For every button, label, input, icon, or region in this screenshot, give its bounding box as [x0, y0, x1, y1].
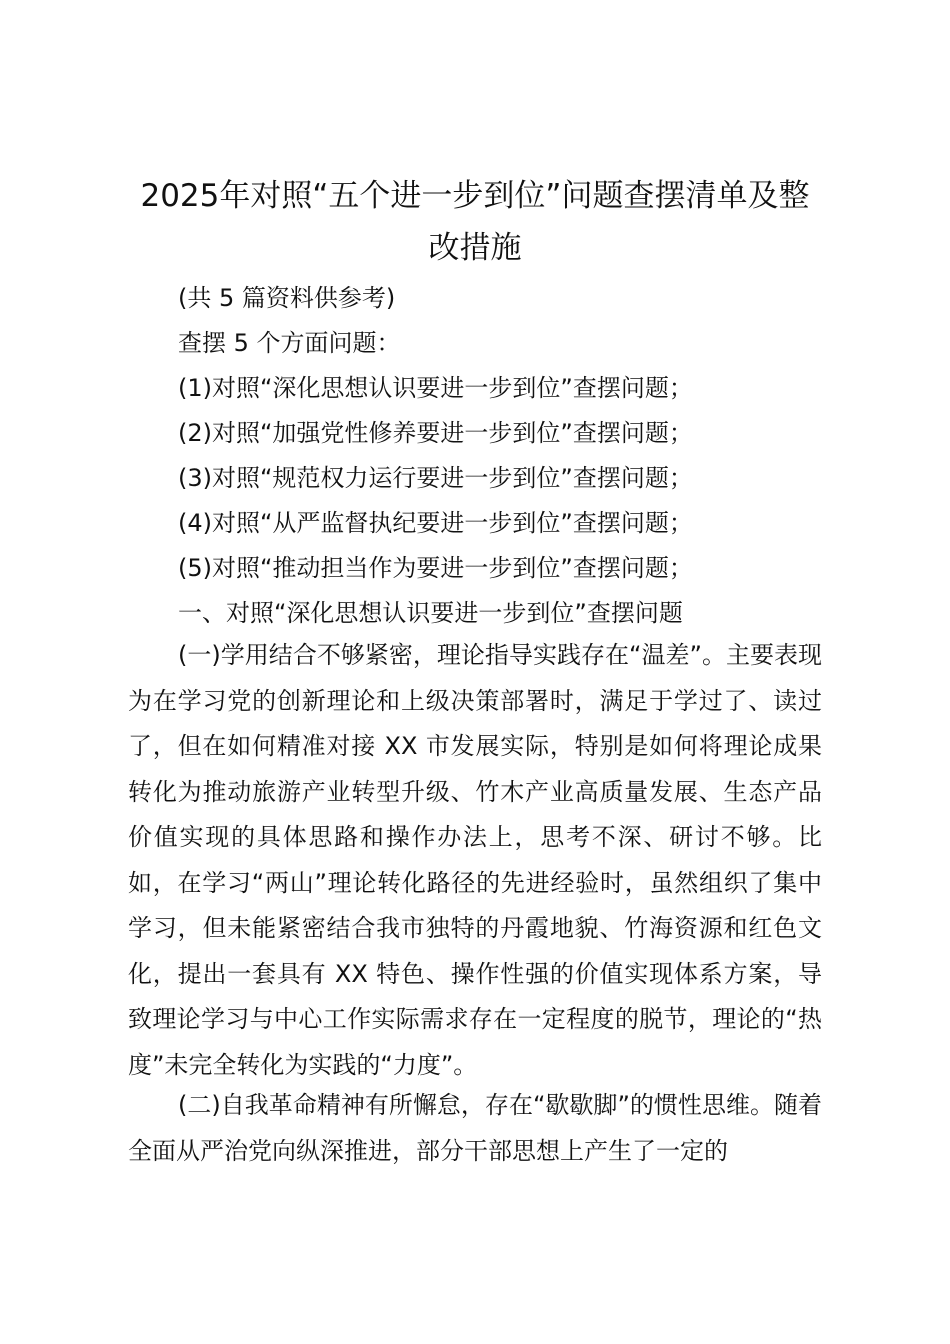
- list-item: (3)对照“规范权力运行要进一步到位”查摆问题；: [178, 464, 693, 492]
- body-paragraph: (二)自我革命精神有所懈怠，存在“歇歇脚”的惯性思维。随着全面从严治党向纵深推进，部分干部思想上产生了一定的: [128, 1091, 822, 1165]
- list-item: (4)对照“从严监督执纪要进一步到位”查摆问题；: [178, 509, 693, 537]
- intro-line: 查摆 5 个方面问题：: [178, 329, 401, 357]
- list-item: (5)对照“推动担当作为要进一步到位”查摆问题；: [178, 554, 693, 582]
- document-title: 2025年对照“五个进一步到位”问题查摆清单及整改措施: [140, 178, 810, 266]
- reference-note: (共 5 篇资料供参考): [178, 284, 396, 312]
- list-item: (2)对照“加强党性修养要进一步到位”查摆问题；: [178, 419, 693, 447]
- section-heading: 一、对照“深化思想认识要进一步到位”查摆问题: [178, 599, 683, 627]
- list-item: (1)对照“深化思想认识要进一步到位”查摆问题；: [178, 374, 693, 402]
- body-paragraph: (一)学用结合不够紧密，理论指导实践存在“温差”。主要表现为在学习党的创新理论和上级决策部署时，满足于学过了、读过了，但在如何精准对接 XX 市发展实际，特别是如何将理论成果转化为推动旅游产业转型升级、竹木产业高质量发展、生态产品价值实现的具体思路和操作办法上，思考不深、研讨不够。比如，在学习“两山”理论转化路径的先进经验时，虽然组织了集中学习，但未能紧密结合我市独特的丹霞地貌、竹海资源和红色文化，提出一套具有 XX 特色、操作性强的价值实现体系方案，导致理论学习与中心工作实际需求存在一定程度的脱节，理论的“热度”未完全转化为实践的“力度”。: [128, 641, 822, 1079]
